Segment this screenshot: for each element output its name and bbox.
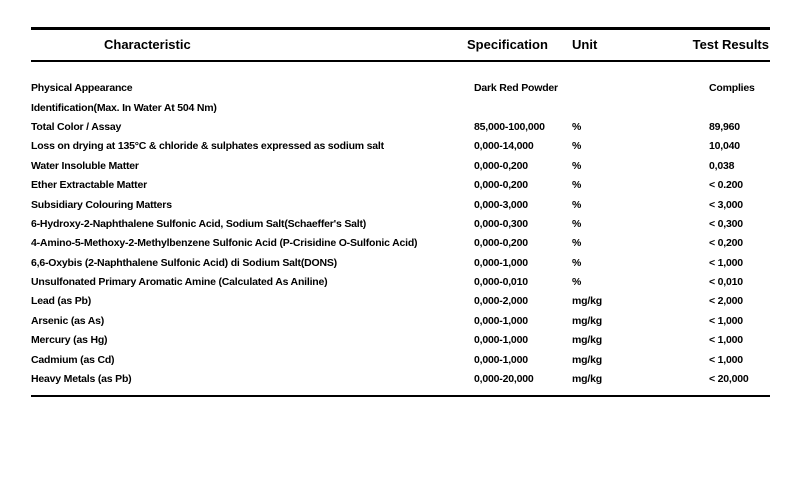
table-body — [31, 62, 770, 395]
cell-test-result: 89,960 — [709, 120, 740, 133]
cell-unit: mg/kg — [572, 334, 602, 347]
cell-specification: 0,000-0,200 — [474, 237, 528, 250]
cell-unit: % — [572, 198, 582, 211]
cell-unit: mg/kg — [572, 353, 602, 366]
cell-characteristic: Physical Appearance — [31, 82, 133, 95]
cell-specification: 0,000-2,000 — [474, 295, 528, 308]
table-row — [31, 117, 770, 136]
cell-test-result: < 2,000 — [709, 295, 743, 308]
cell-specification: 85,000-100,000 — [474, 120, 545, 133]
cell-unit: mg/kg — [572, 373, 602, 386]
cell-unit: % — [572, 237, 582, 250]
cell-characteristic: Heavy Metals (as Pb) — [31, 373, 132, 386]
table-row — [31, 98, 770, 117]
cell-unit: % — [572, 179, 582, 192]
cell-test-result: < 1,000 — [709, 256, 743, 269]
cell-unit: % — [572, 256, 582, 269]
cell-characteristic: Loss on drying at 135°C & chloride & sulphates expressed as sodium salt — [31, 140, 384, 153]
cell-characteristic: Unsulfonated Primary Aromatic Amine (Calculated As Aniline) — [31, 276, 328, 289]
cell-test-result: < 0,200 — [709, 237, 743, 250]
table-row — [31, 175, 770, 194]
header-test-results — [689, 37, 770, 52]
header-specification-label: Specification — [467, 37, 548, 52]
cell-unit: mg/kg — [572, 295, 602, 308]
cell-unit: mg/kg — [572, 314, 602, 327]
cell-characteristic: Cadmium (as Cd) — [31, 353, 115, 366]
cell-specification: 0,000-0,010 — [474, 276, 528, 289]
cell-test-result: < 20,000 — [709, 373, 749, 386]
cell-specification: 0,000-0,300 — [474, 217, 528, 230]
cell-specification: 0,000-3,000 — [474, 198, 528, 211]
cell-specification: 0,000-1,000 — [474, 314, 528, 327]
cell-specification: 0,000-20,000 — [474, 373, 534, 386]
table-row — [31, 234, 770, 253]
header-specification — [467, 37, 572, 52]
cell-specification: 0,000-1,000 — [474, 353, 528, 366]
header-unit-label: Unit — [572, 37, 598, 52]
cell-characteristic: 6,6-Oxybis (2-Naphthalene Sulfonic Acid) di Sodium Salt(DONS) — [31, 256, 337, 269]
cell-unit: % — [572, 140, 582, 153]
cell-unit: % — [572, 217, 582, 230]
cell-test-result: < 0,010 — [709, 276, 743, 289]
cell-characteristic: Lead (as Pb) — [31, 295, 92, 308]
cell-test-result: < 0.200 — [709, 179, 743, 192]
table-row — [31, 311, 770, 330]
table-row — [31, 156, 770, 175]
cell-characteristic: 6-Hydroxy-2-Naphthalene Sulfonic Acid, Sodium Salt(Schaeffer's Salt) — [31, 217, 367, 230]
cell-characteristic: Ether Extractable Matter — [31, 179, 147, 192]
cell-characteristic: Arsenic (as As) — [31, 314, 105, 327]
cell-test-result: < 1,000 — [709, 353, 743, 366]
cell-test-result: < 3,000 — [709, 198, 743, 211]
header-characteristic-label: Characteristic — [104, 37, 191, 52]
cell-unit: % — [572, 159, 582, 172]
cell-test-result: < 1,000 — [709, 334, 743, 347]
table-header-row — [31, 30, 770, 60]
cell-specification: 0,000-0,200 — [474, 179, 528, 192]
table-row — [31, 79, 770, 98]
table-row — [31, 292, 770, 311]
cell-test-result: 0,038 — [709, 159, 735, 172]
table-row — [31, 137, 770, 156]
table-bottom-rule — [31, 395, 770, 397]
cell-characteristic: Identification(Max. In Water At 504 Nm) — [31, 101, 217, 114]
specification-table — [31, 27, 770, 397]
cell-test-result: 10,040 — [709, 140, 740, 153]
table-row — [31, 369, 770, 388]
table-row — [31, 331, 770, 350]
cell-test-result: Complies — [709, 82, 755, 95]
cell-characteristic: Subsidiary Colouring Matters — [31, 198, 172, 211]
cell-characteristic: Water Insoluble Matter — [31, 159, 139, 172]
cell-test-result: < 1,000 — [709, 314, 743, 327]
cell-specification: 0,000-1,000 — [474, 334, 528, 347]
header-unit — [572, 37, 689, 52]
cell-unit: % — [572, 276, 582, 289]
cell-specification: 0,000-1,000 — [474, 256, 528, 269]
cell-specification: 0,000-14,000 — [474, 140, 534, 153]
cell-specification: 0,000-0,200 — [474, 159, 528, 172]
cell-characteristic: Total Color / Assay — [31, 120, 122, 133]
table-row — [31, 253, 770, 272]
cell-specification: Dark Red Powder — [474, 82, 558, 95]
cell-unit: % — [572, 120, 582, 133]
cell-test-result: < 0,300 — [709, 217, 743, 230]
header-test-results-label: Test Results — [692, 37, 769, 52]
header-characteristic — [31, 37, 474, 52]
table-row — [31, 214, 770, 233]
cell-characteristic: Mercury (as Hg) — [31, 334, 108, 347]
table-row — [31, 350, 770, 369]
table-row — [31, 272, 770, 291]
table-row — [31, 195, 770, 214]
cell-characteristic: 4-Amino-5-Methoxy-2-Methylbenzene Sulfonic Acid (P-Crisidine O-Sulfonic Acid) — [31, 237, 418, 250]
